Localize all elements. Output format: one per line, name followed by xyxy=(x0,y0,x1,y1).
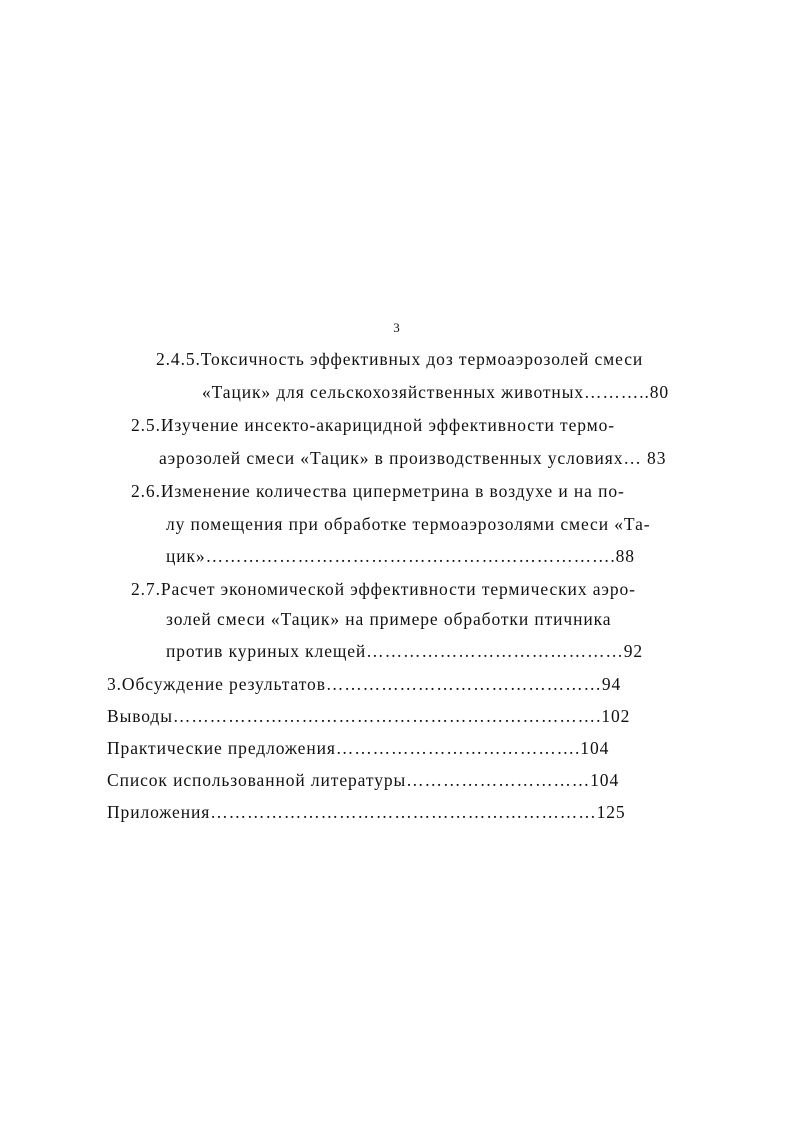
toc-entry-2-5-line-1: 2.5.Изучение инсекто-акарицидной эффективности термо- xyxy=(131,415,616,435)
toc-entry-3: 3.Обсуждение результатов………………………………………94 xyxy=(107,674,622,694)
toc-entry-2-5-line-2: аэрозолей смеси «Тацик» в производственных условиях… 83 xyxy=(159,448,667,468)
toc-entry-2-7-line-2: золей смеси «Тацик» на примере обработки птичника xyxy=(166,609,612,629)
toc-entry-conclusions: Выводы…………………………………………………………….102 xyxy=(107,706,631,726)
toc-entry-practical-suggestions: Практические предложения………………………………….104 xyxy=(107,738,610,758)
toc-entry-2-6-line-2: лу помещения при обработке термоаэрозолями смеси «Та- xyxy=(166,514,651,534)
page-number: 3 xyxy=(393,320,400,335)
toc-entry-2-6-line-3: цик»………………………………………………………….88 xyxy=(166,546,635,566)
toc-entry-2-7-line-3: против куриных клещей……………………………………92 xyxy=(166,641,644,661)
toc-entry-references: Список использованной литературы…………………………104 xyxy=(107,770,620,790)
toc-entry-appendices: Приложения………………………………………………………125 xyxy=(107,802,626,822)
toc-entry-2-4-5-line-2: «Тацик» для сельскохозяйственных животных………..80 xyxy=(202,382,670,402)
toc-entry-2-4-5-line-1: 2.4.5.Токсичность эффективных доз термоаэрозолей смеси xyxy=(156,349,644,369)
toc-entry-2-6-line-1: 2.6.Изменение количества циперметрина в воздухе и на по- xyxy=(131,481,625,501)
toc-entry-2-7-line-1: 2.7.Расчет экономической эффективности термических аэро- xyxy=(131,579,636,599)
